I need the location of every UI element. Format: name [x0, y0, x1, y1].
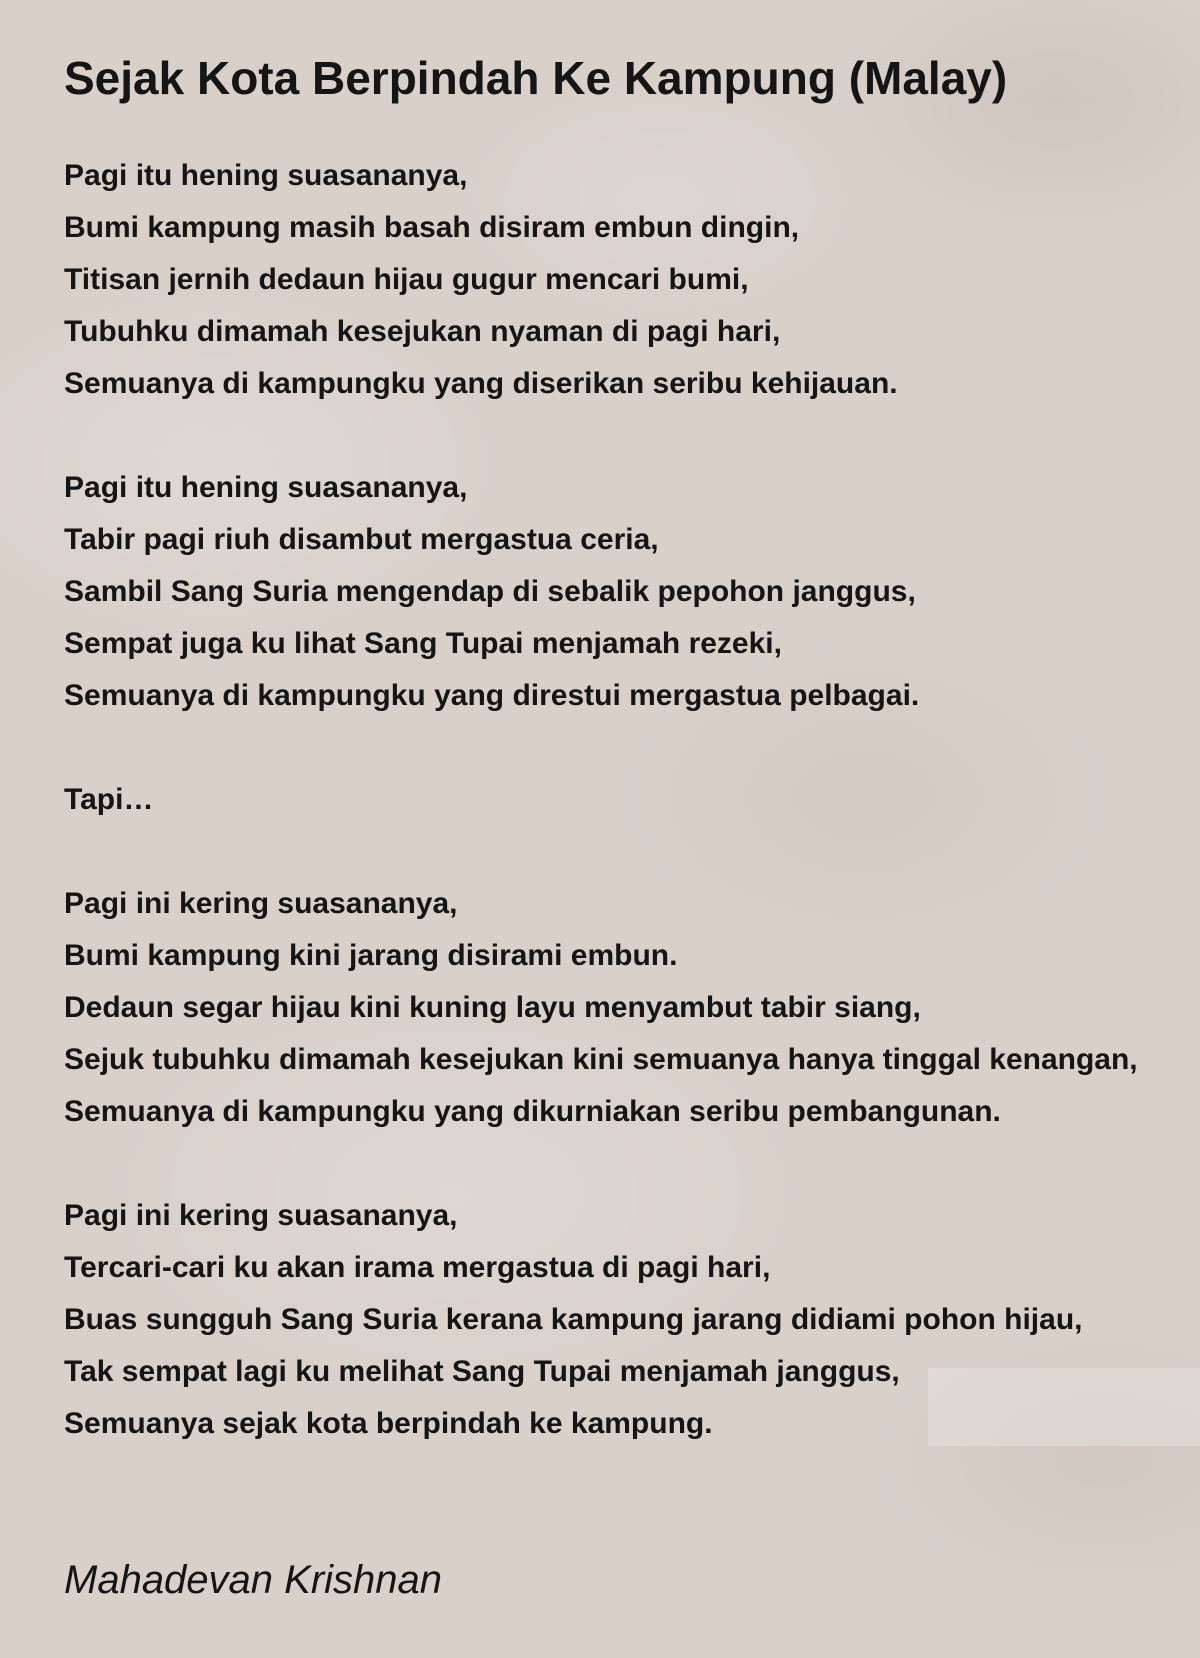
poem-title: Sejak Kota Berpindah Ke Kampung (Malay) [64, 52, 1008, 104]
poem-line: Pagi itu hening suasananya, [64, 159, 468, 192]
poem-line: Buas sungguh Sang Suria kerana kampung jarang didiami pohon hijau, [64, 1303, 1083, 1336]
poem-line: Tabir pagi riuh disambut mergastua ceria, [64, 523, 659, 556]
poem-line: Tercari-cari ku akan irama mergastua di pagi hari, [64, 1251, 771, 1284]
poem-body [64, 150, 1200, 1450]
poem-line: Sambil Sang Suria mengendap di sebalik pepohon janggus, [64, 575, 916, 608]
stanza-interjection [64, 774, 1200, 826]
poem-line: Pagi ini kering suasananya, [64, 1199, 458, 1232]
poem-line: Semuanya di kampungku yang dikurniakan seribu pembangunan. [64, 1095, 1001, 1128]
poem-line: Tubuhku dimamah kesejukan nyaman di pagi hari, [64, 315, 781, 348]
poem-author: Mahadevan Krishnan [64, 1558, 443, 1602]
poem-line: Semuanya di kampungku yang diserikan seribu kehijauan. [64, 367, 898, 400]
poem-line: Tak sempat lagi ku melihat Sang Tupai menjamah janggus, [64, 1355, 900, 1388]
stanza-3 [64, 878, 1200, 1138]
poem-line: Tapi… [64, 783, 154, 816]
poem-line: Pagi itu hening suasananya, [64, 471, 468, 504]
stanza-1 [64, 150, 1200, 410]
poem-line: Sempat juga ku lihat Sang Tupai menjamah rezeki, [64, 627, 782, 660]
poem-line: Bumi kampung masih basah disiram embun dingin, [64, 211, 800, 244]
poem-line: Semuanya sejak kota berpindah ke kampung. [64, 1407, 713, 1440]
poem-line: Sejuk tubuhku dimamah kesejukan kini semuanya hanya tinggal kenangan, [64, 1043, 1138, 1076]
poem-line: Pagi ini kering suasananya, [64, 887, 458, 920]
poem-line: Dedaun segar hijau kini kuning layu menyambut tabir siang, [64, 991, 921, 1024]
poem-line: Semuanya di kampungku yang direstui mergastua pelbagai. [64, 679, 920, 712]
poem-line: Titisan jernih dedaun hijau gugur mencari bumi, [64, 263, 749, 296]
stanza-4 [64, 1190, 1200, 1450]
stanza-2 [64, 462, 1200, 722]
poem-line: Bumi kampung kini jarang disirami embun. [64, 939, 678, 972]
